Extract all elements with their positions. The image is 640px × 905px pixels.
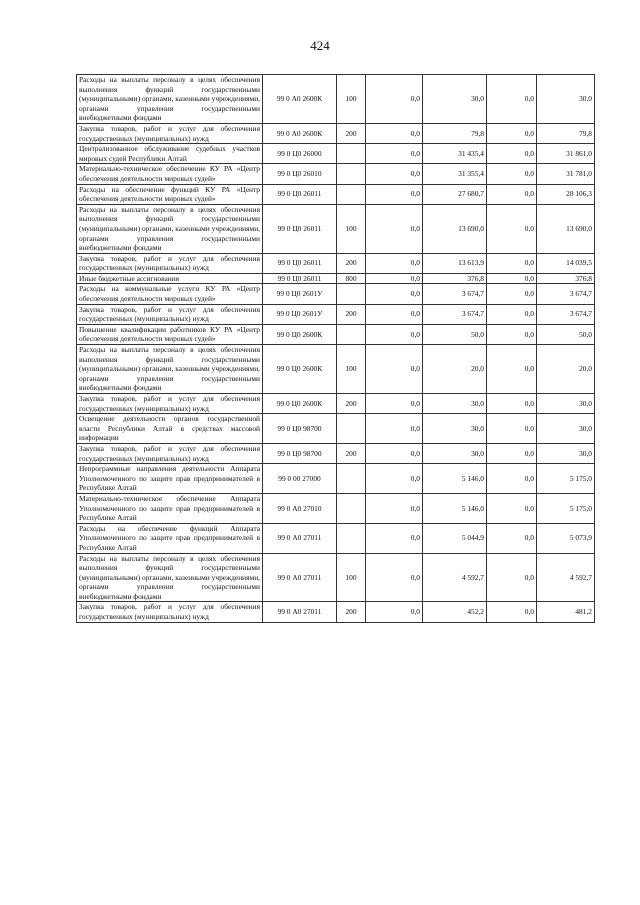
row-value-4: 3 674,7 — [537, 284, 595, 304]
table-row — [77, 204, 595, 253]
row-value-4: 50,0 — [537, 324, 595, 344]
table-row — [77, 394, 595, 414]
table-row — [77, 523, 595, 553]
row-value-1: 0,0 — [366, 602, 423, 622]
row-value-2: 31 355,4 — [423, 164, 487, 184]
table-row — [77, 164, 595, 184]
row-value-2: 376,8 — [423, 273, 487, 284]
row-code: 99 0 Ц0 2601У — [263, 284, 337, 304]
row-name: Закупка товаров, работ и услуг для обеспечения государственных (муниципальных) нужд — [77, 253, 263, 273]
row-code: 99 0 А0 27011 — [263, 523, 337, 553]
row-value-4: 14 039,5 — [537, 253, 595, 273]
row-value-3: 0,0 — [487, 304, 537, 324]
row-value-1: 0,0 — [366, 414, 423, 444]
table-row — [77, 144, 595, 164]
row-value-3: 0,0 — [487, 394, 537, 414]
row-expense-type: 200 — [337, 304, 366, 324]
row-code: 99 0 Ц0 26011 — [263, 204, 337, 253]
table-row — [77, 414, 595, 444]
row-value-2: 13 690,0 — [423, 204, 487, 253]
row-code: 99 0 Ц0 26000 — [263, 144, 337, 164]
row-name: Закупка товаров, работ и услуг для обеспечения государственных (муниципальных) нужд — [77, 123, 263, 143]
row-expense-type — [337, 523, 366, 553]
row-code: 99 0 Ц0 2601У — [263, 304, 337, 324]
row-expense-type: 200 — [337, 602, 366, 622]
row-value-1: 0,0 — [366, 144, 423, 164]
row-value-4: 3 674,7 — [537, 304, 595, 324]
row-code: 99 0 А0 27010 — [263, 493, 337, 523]
row-value-3: 0,0 — [487, 75, 537, 124]
table-row — [77, 493, 595, 523]
row-value-3: 0,0 — [487, 164, 537, 184]
row-code: 99 0 Ц0 2600К — [263, 394, 337, 414]
row-value-4: 4 592,7 — [537, 553, 595, 602]
row-value-3: 0,0 — [487, 253, 537, 273]
row-value-3: 0,0 — [487, 324, 537, 344]
row-value-2: 30,0 — [423, 414, 487, 444]
row-value-2: 30,0 — [423, 75, 487, 124]
row-value-1: 0,0 — [366, 443, 423, 463]
row-value-2: 5 044,9 — [423, 523, 487, 553]
row-expense-type — [337, 414, 366, 444]
row-name: Расходы на выплаты персоналу в целях обеспечения выполнения функций государственными (муниципальными) органами, казенными учреждениями, органами управления государственными внебюджетными фондами — [77, 75, 263, 124]
table-row — [77, 602, 595, 622]
row-value-3: 0,0 — [487, 184, 537, 204]
row-value-3: 0,0 — [487, 144, 537, 164]
table-row — [77, 253, 595, 273]
row-name: Непрограммные направления деятельности Аппарата Уполномоченного по защите прав предпринимателей в Республике Алтай — [77, 464, 263, 494]
row-value-1: 0,0 — [366, 75, 423, 124]
row-name: Иные бюджетные ассигнования — [77, 273, 263, 284]
row-value-1: 0,0 — [366, 324, 423, 344]
table-row — [77, 345, 595, 394]
table-row — [77, 184, 595, 204]
row-value-2: 452,2 — [423, 602, 487, 622]
row-value-4: 376,8 — [537, 273, 595, 284]
row-name: Расходы на обеспечение функций КУ РА «Центр обеспечения деятельности мировых судей» — [77, 184, 263, 204]
row-value-2: 20,0 — [423, 345, 487, 394]
row-code: 99 0 Ц0 98700 — [263, 414, 337, 444]
row-value-3: 0,0 — [487, 123, 537, 143]
row-code: 99 0 Ц0 26011 — [263, 273, 337, 284]
row-value-2: 4 592,7 — [423, 553, 487, 602]
row-expense-type: 100 — [337, 345, 366, 394]
row-value-3: 0,0 — [487, 284, 537, 304]
row-expense-type — [337, 284, 366, 304]
row-value-4: 13 690,0 — [537, 204, 595, 253]
row-value-1: 0,0 — [366, 493, 423, 523]
row-value-1: 0,0 — [366, 464, 423, 494]
row-name: Закупка товаров, работ и услуг для обеспечения государственных (муниципальных) нужд — [77, 394, 263, 414]
table-row — [77, 464, 595, 494]
row-expense-type — [337, 184, 366, 204]
row-code: 99 0 Ц0 26011 — [263, 253, 337, 273]
row-expense-type: 200 — [337, 123, 366, 143]
row-expense-type: 200 — [337, 253, 366, 273]
row-expense-type — [337, 493, 366, 523]
row-expense-type — [337, 324, 366, 344]
row-value-2: 31 435,4 — [423, 144, 487, 164]
table-row — [77, 75, 595, 124]
row-name: Закупка товаров, работ и услуг для обеспечения государственных (муниципальных) нужд — [77, 602, 263, 622]
row-expense-type: 100 — [337, 204, 366, 253]
row-name: Закупка товаров, работ и услуг для обеспечения государственных (муниципальных) нужд — [77, 304, 263, 324]
row-value-4: 481,2 — [537, 602, 595, 622]
row-value-4: 30,0 — [537, 75, 595, 124]
row-value-1: 0,0 — [366, 345, 423, 394]
row-expense-type: 200 — [337, 394, 366, 414]
row-name: Закупка товаров, работ и услуг для обеспечения государственных (муниципальных) нужд — [77, 443, 263, 463]
row-name: Расходы на обеспечение функций Аппарата Уполномоченного по защите прав предпринимателей в Республике Алтай — [77, 523, 263, 553]
table-row — [77, 553, 595, 602]
row-code: 99 0 А0 27011 — [263, 553, 337, 602]
row-code: 99 0 Ц0 2600К — [263, 345, 337, 394]
row-value-3: 0,0 — [487, 523, 537, 553]
row-value-2: 13 613,9 — [423, 253, 487, 273]
row-name: Расходы на выплаты персоналу в целях обеспечения выполнения функций государственными (муниципальными) органами, казенными учреждениями, органами управления государственными внебюджетными фондами — [77, 204, 263, 253]
row-name: Освещение деятельности органов государственной власти Республики Алтай в средствах массовой информации — [77, 414, 263, 444]
row-value-1: 0,0 — [366, 284, 423, 304]
row-value-3: 0,0 — [487, 553, 537, 602]
row-name: Повышение квалификации работников КУ РА «Центр обеспечения деятельности мировых судей» — [77, 324, 263, 344]
row-expense-type: 100 — [337, 553, 366, 602]
row-value-1: 0,0 — [366, 273, 423, 284]
row-name: Материально-техническое обеспечение Аппарата Уполномоченного по защите прав предпринимателей в Республике Алтай — [77, 493, 263, 523]
table-row — [77, 443, 595, 463]
row-value-3: 0,0 — [487, 493, 537, 523]
table-row — [77, 123, 595, 143]
row-value-4: 5 175,0 — [537, 464, 595, 494]
row-code: 99 0 00 27000 — [263, 464, 337, 494]
row-value-1: 0,0 — [366, 304, 423, 324]
row-code: 99 0 А0 2600К — [263, 123, 337, 143]
row-value-3: 0,0 — [487, 414, 537, 444]
row-value-1: 0,0 — [366, 164, 423, 184]
row-code: 99 0 А0 2600К — [263, 75, 337, 124]
row-name: Расходы на выплаты персоналу в целях обеспечения выполнения функций государственными (муниципальными) органами, казенными учреждениями, органами управления государственными внебюджетными фондами — [77, 553, 263, 602]
row-value-4: 31 861,0 — [537, 144, 595, 164]
row-code: 99 0 Ц0 26010 — [263, 164, 337, 184]
row-value-4: 31 781,0 — [537, 164, 595, 184]
row-value-1: 0,0 — [366, 123, 423, 143]
row-value-1: 0,0 — [366, 253, 423, 273]
row-value-2: 3 674,7 — [423, 284, 487, 304]
table-row — [77, 304, 595, 324]
row-code: 99 0 Ц0 2600К — [263, 324, 337, 344]
row-expense-type — [337, 144, 366, 164]
row-value-3: 0,0 — [487, 602, 537, 622]
row-value-3: 0,0 — [487, 204, 537, 253]
row-expense-type: 100 — [337, 75, 366, 124]
row-expense-type: 200 — [337, 443, 366, 463]
row-value-2: 30,0 — [423, 394, 487, 414]
row-value-3: 0,0 — [487, 443, 537, 463]
page-number: 424 — [310, 38, 330, 53]
row-name: Централизованное обслуживание судебных участков мировых судей Республики Алтай — [77, 144, 263, 164]
row-value-2: 5 146,0 — [423, 493, 487, 523]
row-value-3: 0,0 — [487, 345, 537, 394]
row-value-4: 30,0 — [537, 443, 595, 463]
row-value-4: 20,0 — [537, 345, 595, 394]
row-code: 99 0 Ц0 26011 — [263, 184, 337, 204]
row-value-4: 79,8 — [537, 123, 595, 143]
row-name: Расходы на коммунальные услуги КУ РА «Центр обеспечения деятельности мировых судей» — [77, 284, 263, 304]
row-value-4: 30,0 — [537, 394, 595, 414]
row-name: Материально-техническое обеспечение КУ РА «Центр обеспечения деятельности мировых судей» — [77, 164, 263, 184]
row-value-2: 27 680,7 — [423, 184, 487, 204]
row-name: Расходы на выплаты персоналу в целях обеспечения выполнения функций государственными (муниципальными) органами, казенными учреждениями, органами управления государственными внебюджетными фондами — [77, 345, 263, 394]
row-value-4: 5 073,9 — [537, 523, 595, 553]
budget-table — [76, 74, 595, 623]
row-value-2: 30,0 — [423, 443, 487, 463]
row-value-4: 30,0 — [537, 414, 595, 444]
row-value-2: 5 146,0 — [423, 464, 487, 494]
row-value-1: 0,0 — [366, 553, 423, 602]
row-value-1: 0,0 — [366, 184, 423, 204]
row-value-4: 5 175,0 — [537, 493, 595, 523]
row-value-3: 0,0 — [487, 464, 537, 494]
row-expense-type — [337, 464, 366, 494]
row-value-1: 0,0 — [366, 204, 423, 253]
row-expense-type: 800 — [337, 273, 366, 284]
row-code: 99 0 А0 27011 — [263, 602, 337, 622]
budget-table-body — [77, 75, 595, 623]
row-value-2: 79,8 — [423, 123, 487, 143]
row-value-2: 50,0 — [423, 324, 487, 344]
row-value-1: 0,0 — [366, 523, 423, 553]
row-value-1: 0,0 — [366, 394, 423, 414]
row-value-2: 3 674,7 — [423, 304, 487, 324]
row-code: 99 0 Ц0 98700 — [263, 443, 337, 463]
row-expense-type — [337, 164, 366, 184]
row-value-3: 0,0 — [487, 273, 537, 284]
table-row — [77, 273, 595, 284]
table-row — [77, 284, 595, 304]
table-row — [77, 324, 595, 344]
row-value-4: 28 106,3 — [537, 184, 595, 204]
